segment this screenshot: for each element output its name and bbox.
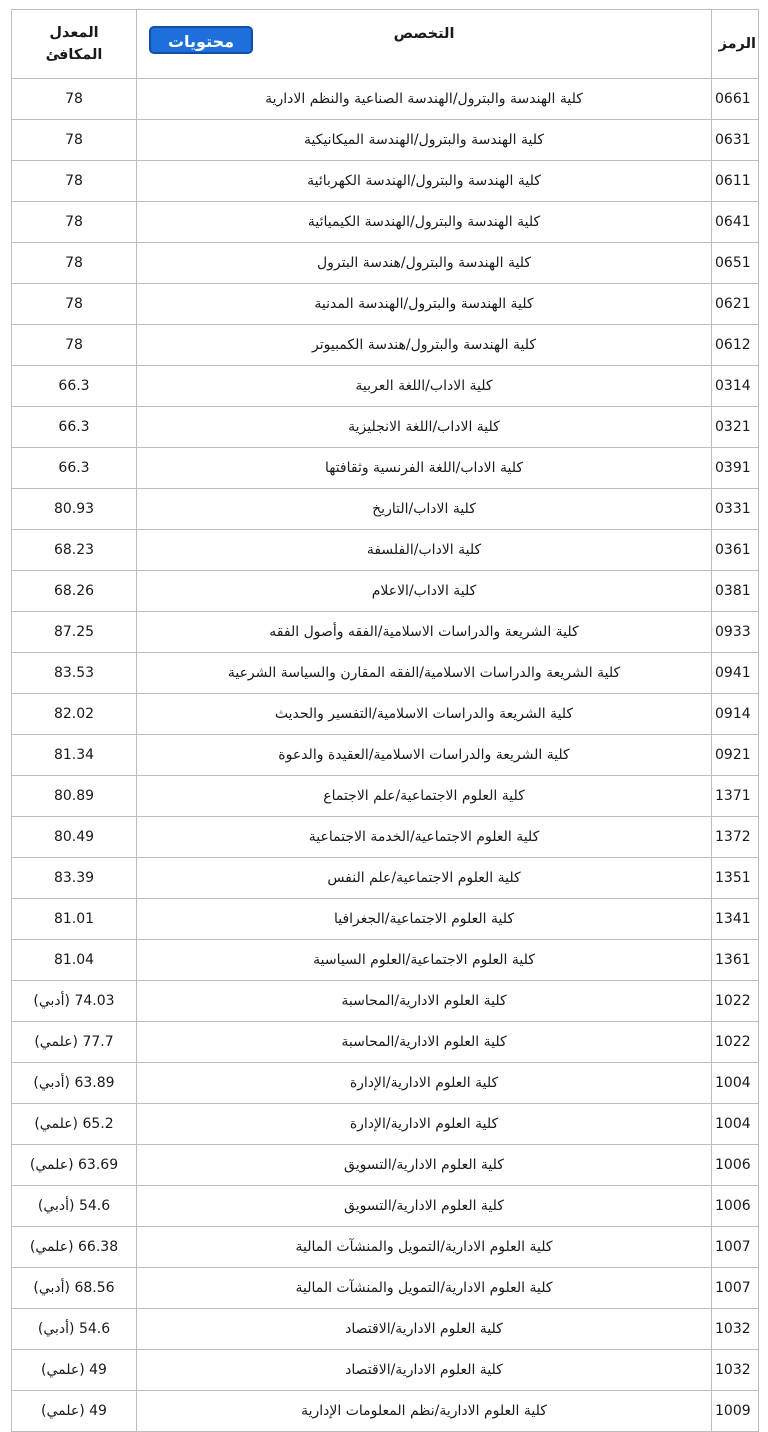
row-equivalent-average: 49 (علمي) [12,1391,137,1432]
table-row [12,407,759,448]
row-major: كلية العلوم الاجتماعية/الخدمة الاجتماعية [137,817,712,858]
row-equivalent-average: 78 [12,284,137,325]
table-row [12,284,759,325]
table-row [12,858,759,899]
row-equivalent-average: 78 [12,325,137,366]
row-major: كلية الاداب/التاريخ [137,489,712,530]
row-equivalent-average: 66.3 [12,366,137,407]
table-row [12,899,759,940]
majors-table-container [11,9,758,1432]
row-equivalent-average: 54.6 (أدبي) [12,1186,137,1227]
row-major: كلية العلوم الادارية/المحاسبة [137,1022,712,1063]
header-avg-line2: المكافئ [45,47,103,63]
row-major: كلية العلوم الادارية/المحاسبة [137,981,712,1022]
header-major-label: التخصص [393,26,455,42]
table-row [12,1022,759,1063]
row-code: 0941 [712,653,759,694]
row-major: كلية الهندسة والبترول/الهندسة المدنية [137,284,712,325]
row-major: كلية الشريعة والدراسات الاسلامية/التفسير والحديث [137,694,712,735]
row-code: 1009 [712,1391,759,1432]
majors-table [11,9,759,1432]
row-major: كلية الهندسة والبترول/الهندسة الميكانيكية [137,120,712,161]
row-equivalent-average: 78 [12,79,137,120]
row-code: 1341 [712,899,759,940]
row-code: 0314 [712,366,759,407]
row-major: كلية الاداب/اللغة الفرنسية وثقافتها [137,448,712,489]
row-equivalent-average: 87.25 [12,612,137,653]
row-equivalent-average: 80.89 [12,776,137,817]
table-row [12,940,759,981]
table-row [12,1268,759,1309]
row-code: 1022 [712,1022,759,1063]
row-equivalent-average: 49 (علمي) [12,1350,137,1391]
row-code: 0933 [712,612,759,653]
table-header-row [12,10,759,79]
row-major: كلية العلوم الاجتماعية/الجغرافيا [137,899,712,940]
row-equivalent-average: 83.53 [12,653,137,694]
table-row [12,571,759,612]
table-row [12,776,759,817]
row-major: كلية العلوم الاجتماعية/العلوم السياسية [137,940,712,981]
row-code: 1006 [712,1145,759,1186]
row-major: كلية الهندسة والبترول/هندسة البترول [137,243,712,284]
row-major: كلية العلوم الادارية/التمويل والمنشآت المالية [137,1268,712,1309]
table-row [12,1186,759,1227]
row-major: كلية الهندسة والبترول/الهندسة الكهربائية [137,161,712,202]
table-row [12,612,759,653]
table-row [12,653,759,694]
row-major: كلية الهندسة والبترول/هندسة الكمبيوتر [137,325,712,366]
row-major: كلية الشريعة والدراسات الاسلامية/الفقه وأصول الفقه [137,612,712,653]
table-body [12,79,759,1432]
row-major: كلية العلوم الادارية/الاقتصاد [137,1350,712,1391]
row-equivalent-average: 82.02 [12,694,137,735]
row-equivalent-average: 81.01 [12,899,137,940]
row-code: 1371 [712,776,759,817]
row-equivalent-average: 66.3 [12,448,137,489]
row-equivalent-average: 63.69 (علمي) [12,1145,137,1186]
row-code: 0921 [712,735,759,776]
row-major: كلية الاداب/اللغة الانجليزية [137,407,712,448]
table-row [12,817,759,858]
row-equivalent-average: 81.34 [12,735,137,776]
row-major: كلية العلوم الادارية/التسويق [137,1145,712,1186]
table-row [12,735,759,776]
row-major: كلية العلوم الادارية/الإدارة [137,1104,712,1145]
table-row [12,366,759,407]
row-code: 1006 [712,1186,759,1227]
row-code: 0331 [712,489,759,530]
row-code: 0612 [712,325,759,366]
row-major: كلية العلوم الادارية/نظم المعلومات الإدارية [137,1391,712,1432]
table-row [12,1145,759,1186]
row-equivalent-average: 78 [12,243,137,284]
row-major: كلية الاداب/اللغة العربية [137,366,712,407]
row-code: 0621 [712,284,759,325]
row-equivalent-average: 80.49 [12,817,137,858]
table-row [12,325,759,366]
row-equivalent-average: 66.38 (علمي) [12,1227,137,1268]
row-major: كلية الهندسة والبترول/الهندسة الصناعية والنظم الادارية [137,79,712,120]
table-row [12,1309,759,1350]
header-avg-line1: المعدل [49,25,99,41]
row-major: كلية الاداب/الاعلام [137,571,712,612]
table-row [12,1063,759,1104]
row-equivalent-average: 83.39 [12,858,137,899]
row-code: 1032 [712,1350,759,1391]
row-equivalent-average: 74.03 (أدبي) [12,981,137,1022]
row-code: 0661 [712,79,759,120]
table-row [12,243,759,284]
table-row [12,120,759,161]
row-major: كلية العلوم الادارية/الاقتصاد [137,1309,712,1350]
row-equivalent-average: 68.23 [12,530,137,571]
row-code: 0651 [712,243,759,284]
row-code: 1032 [712,1309,759,1350]
row-equivalent-average: 77.7 (علمي) [12,1022,137,1063]
row-major: كلية الاداب/الفلسفة [137,530,712,571]
row-equivalent-average: 66.3 [12,407,137,448]
row-equivalent-average: 78 [12,202,137,243]
row-code: 0321 [712,407,759,448]
row-equivalent-average: 54.6 (أدبي) [12,1309,137,1350]
table-row [12,489,759,530]
table-row [12,694,759,735]
row-code: 0914 [712,694,759,735]
row-code: 1022 [712,981,759,1022]
row-code: 0381 [712,571,759,612]
table-row [12,79,759,120]
table-row [12,161,759,202]
row-code: 1007 [712,1268,759,1309]
table-row [12,1227,759,1268]
table-row [12,1104,759,1145]
row-equivalent-average: 81.04 [12,940,137,981]
table-row [12,981,759,1022]
row-equivalent-average: 78 [12,161,137,202]
row-code: 1361 [712,940,759,981]
table-row [12,202,759,243]
row-major: كلية الهندسة والبترول/الهندسة الكيميائية [137,202,712,243]
table-row [12,530,759,571]
row-major: كلية العلوم الادارية/التمويل والمنشآت المالية [137,1227,712,1268]
row-code: 1004 [712,1063,759,1104]
table-row [12,1391,759,1432]
row-major: كلية العلوم الاجتماعية/علم النفس [137,858,712,899]
row-code: 0361 [712,530,759,571]
header-equivalent-average [12,10,137,79]
row-equivalent-average: 78 [12,120,137,161]
row-code: 0641 [712,202,759,243]
row-major: كلية الشريعة والدراسات الاسلامية/العقيدة والدعوة [137,735,712,776]
row-code: 1004 [712,1104,759,1145]
row-equivalent-average: 68.56 (أدبي) [12,1268,137,1309]
row-code: 1351 [712,858,759,899]
row-code: 0611 [712,161,759,202]
table-row [12,448,759,489]
row-code: 0391 [712,448,759,489]
row-code: 1007 [712,1227,759,1268]
row-equivalent-average: 63.89 (أدبي) [12,1063,137,1104]
header-code: الرمز [712,10,759,79]
header-major [137,10,712,79]
row-equivalent-average: 68.26 [12,571,137,612]
row-code: 0631 [712,120,759,161]
row-major: كلية العلوم الاجتماعية/علم الاجتماع [137,776,712,817]
row-equivalent-average: 65.2 (علمي) [12,1104,137,1145]
row-major: كلية الشريعة والدراسات الاسلامية/الفقه المقارن والسياسة الشرعية [137,653,712,694]
row-major: كلية العلوم الادارية/التسويق [137,1186,712,1227]
row-major: كلية العلوم الادارية/الإدارة [137,1063,712,1104]
row-equivalent-average: 80.93 [12,489,137,530]
row-code: 1372 [712,817,759,858]
mohtwiyat-logo[interactable]: محتويات [149,26,253,54]
table-row [12,1350,759,1391]
